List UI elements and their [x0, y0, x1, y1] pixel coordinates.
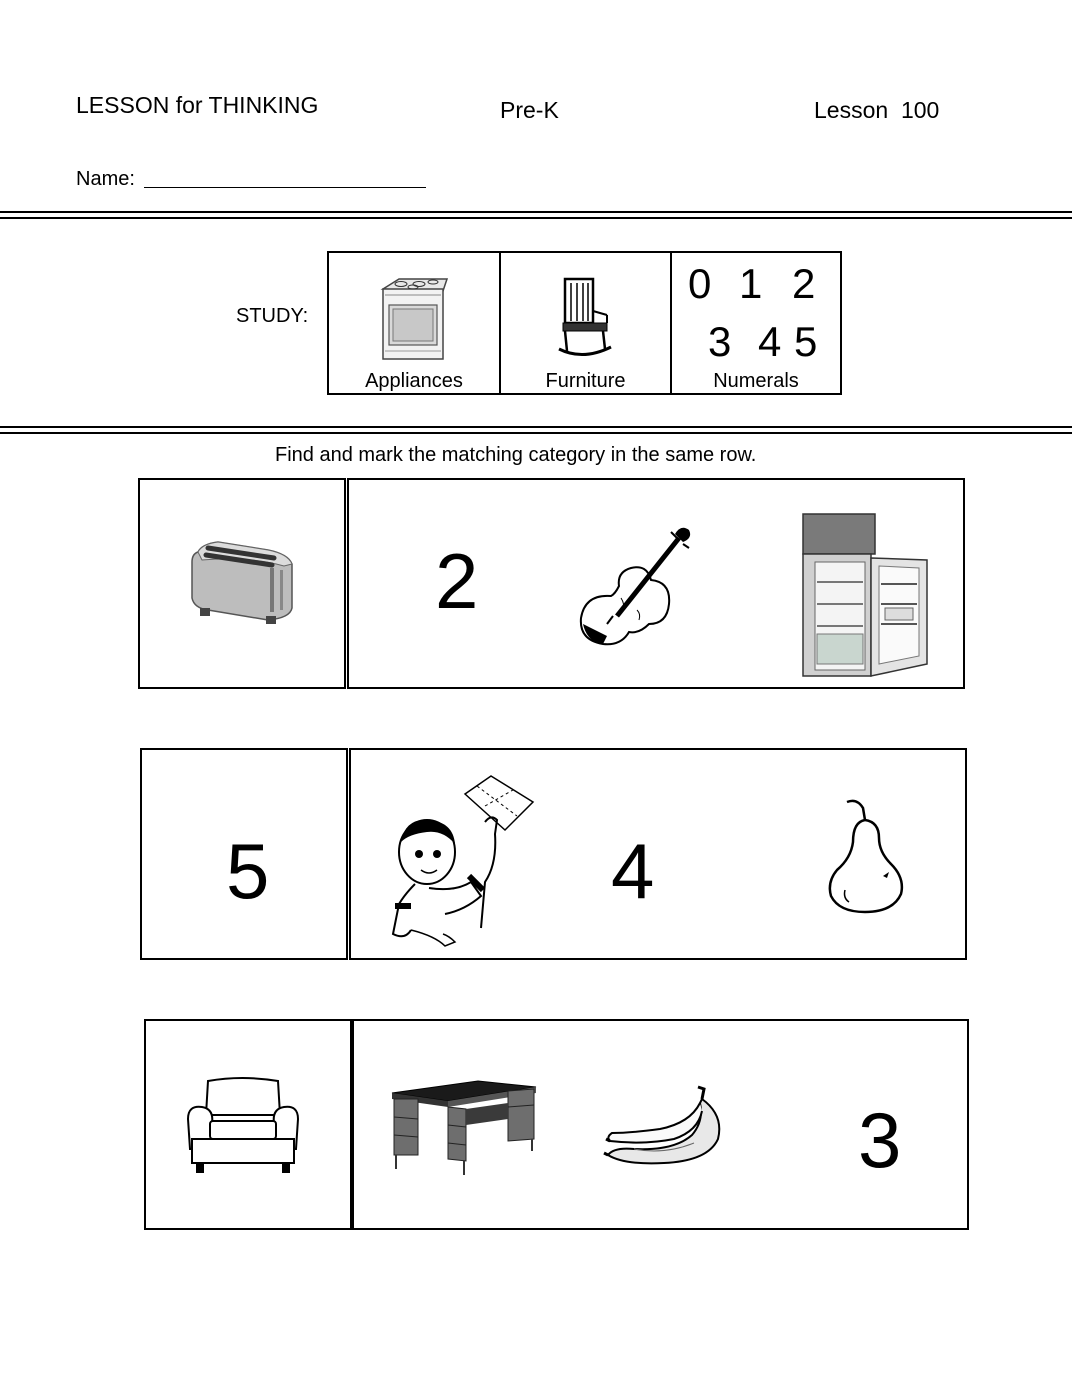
instructions: Find and mark the matching category in the same row.	[275, 444, 757, 466]
study-label: STUDY:	[236, 305, 309, 327]
choice-numeral[interactable]: 2	[435, 537, 479, 625]
study-numeral: 1	[739, 260, 763, 307]
row-3-choices	[352, 1019, 969, 1230]
study-numeral: 0	[688, 260, 712, 307]
study-cell-appliances	[329, 253, 501, 393]
row-2-choices	[349, 748, 967, 960]
name-label: Name:	[76, 168, 135, 190]
choice-numeral[interactable]: 4	[611, 827, 655, 915]
row-2-prompt	[140, 748, 348, 960]
category-label-furniture: Furniture	[545, 370, 626, 392]
armchair-icon	[186, 1075, 300, 1177]
divider	[0, 426, 1072, 428]
desk-icon[interactable]	[388, 1079, 538, 1177]
prompt-numeral: 5	[226, 827, 270, 915]
study-cell-numerals	[672, 253, 840, 393]
rocking-chair-icon	[557, 275, 613, 359]
pear-icon[interactable]	[825, 798, 905, 916]
divider	[0, 211, 1072, 213]
study-numeral: 5	[794, 318, 818, 365]
row-1-prompt	[138, 478, 346, 689]
lesson-number: Lesson 100	[814, 97, 940, 123]
toaster-icon	[188, 538, 296, 624]
refrigerator-icon[interactable]	[801, 512, 933, 680]
category-label-numerals: Numerals	[713, 370, 799, 392]
choice-numeral[interactable]: 3	[858, 1096, 902, 1184]
study-numeral: 3	[708, 318, 732, 365]
bananas-icon[interactable]	[604, 1085, 726, 1167]
stove-icon	[377, 275, 449, 361]
grade-level: Pre-K	[500, 97, 559, 123]
divider	[0, 432, 1072, 434]
violin-icon[interactable]	[577, 524, 697, 648]
study-numeral: 4	[758, 318, 782, 365]
lesson-title: LESSON for THINKING	[76, 92, 319, 118]
study-table	[327, 251, 842, 395]
row-3-prompt	[144, 1019, 352, 1230]
study-numeral: 2	[792, 260, 816, 307]
divider	[0, 217, 1072, 219]
boy-with-paper-icon[interactable]	[385, 764, 535, 950]
category-label-appliances: Appliances	[365, 370, 463, 392]
study-cell-furniture	[501, 253, 672, 393]
name-field[interactable]	[144, 187, 426, 188]
row-1-choices	[347, 478, 965, 689]
